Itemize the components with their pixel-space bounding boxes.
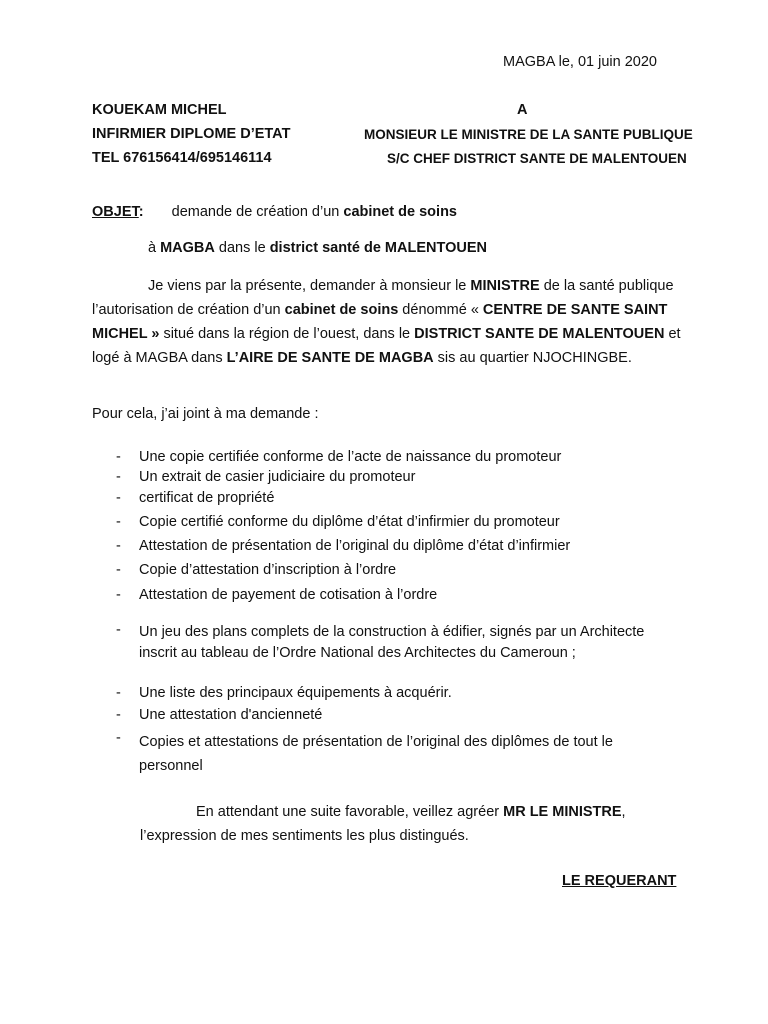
list-item-text: certificat de propriété (139, 490, 275, 506)
objet-line1 (92, 204, 457, 220)
bullet-dash: - (116, 685, 121, 701)
list-item-text: Une liste des principaux équipements à acquérir. (139, 685, 452, 701)
date-place: MAGBA le, 0 (503, 54, 587, 70)
bullet-dash: - (116, 469, 121, 485)
list-item-text: Copie d’attestation d’inscription à l’ordre (139, 562, 397, 578)
intro-text-5: dénommé « (398, 302, 483, 318)
objet-colon: : (138, 204, 144, 220)
list-item-text: Copies et attestations de présentation de l’original des diplômes de tout le personnel (139, 734, 613, 774)
intro-text-1: Je viens par la présente, demander à monsieur le (148, 278, 471, 294)
bullet-dash: - (116, 562, 121, 578)
intro-text-3: de la santé publique l’autorisation de création d’un (92, 278, 674, 318)
sender-name: KOUEKAM MICHEL (92, 102, 227, 118)
closing-text-3: , l’expression de mes sentiments les plus distingués. (140, 804, 626, 844)
list-item-text: Un extrait de casier judiciaire du promoteur (139, 469, 416, 485)
date-day: 1 (586, 54, 595, 70)
closing-text-1: En attendant une suite favorable, veillez agréer (196, 804, 504, 820)
objet-text-2b: MAGBA (160, 240, 215, 256)
date-year: 2020 (620, 54, 657, 70)
intro-text-8: DISTRICT SANTE DE MALENTOUEN (414, 326, 665, 342)
objet-text-1a: demande de création d’un (171, 204, 344, 220)
signature-label: LE REQUERANT (562, 873, 677, 889)
joint-line: Pour cela, j’ai joint à ma demande : (92, 406, 319, 422)
objet-text-1b: cabinet de soins (343, 204, 457, 220)
intro-paragraph (92, 274, 682, 370)
sender-title: INFIRMIER DIPLOME D’ETAT (92, 126, 291, 142)
intro-text-4: cabinet de soins (284, 302, 399, 318)
bullet-dash: - (116, 587, 121, 603)
bullet-dash: - (116, 449, 121, 465)
bullet-dash: - (116, 538, 121, 554)
objet-text-2d: district santé de MALENTOUEN (269, 240, 487, 256)
objet-text-2a: à (148, 240, 161, 256)
objet-label: OBJET (92, 204, 139, 220)
closing-text-2: MR LE MINISTRE (503, 804, 622, 820)
list-item-text: Copie certifié conforme du diplôme d’état d’infirmier du promoteur (139, 514, 560, 530)
date-line (503, 54, 657, 70)
intro-text-6: CENTRE DE SANTE SAINT MICHEL » (92, 302, 668, 342)
intro-text-2: MINISTRE (470, 278, 540, 294)
recipient-line2: S/C CHEF DISTRICT SANTE DE MALENTOUEN (387, 151, 687, 166)
closing-paragraph (140, 800, 685, 848)
recipient-line1: MONSIEUR LE MINISTRE DE LA SANTE PUBLIQUE (364, 127, 693, 142)
date-month: juin (594, 54, 621, 70)
intro-text-11: sis au quartier NJOCHINGBE. (433, 350, 632, 366)
bullet-dash: - (116, 514, 121, 530)
objet-line2 (148, 240, 487, 256)
list-item-text: Attestation de payement de cotisation à l’ordre (139, 587, 438, 603)
recipient-to: A (517, 102, 528, 118)
sender-tel: TEL 676156414/695146114 (92, 150, 272, 166)
list-item-text: Une attestation d'ancienneté (139, 707, 323, 723)
list-item-text: Une copie certifiée conforme de l’acte de naissance du promoteur (139, 449, 562, 465)
intro-text-9: et logé à MAGBA dans (92, 326, 681, 366)
bullet-dash: - (116, 730, 121, 746)
bullet-dash: - (116, 490, 121, 506)
list-item-text: Un jeu des plans complets de la construction à édifier, signés par un Architecte inscrit au tableau de l’Ordre National des Architectes du Cameroun ; (139, 624, 645, 661)
list-item-text: Attestation de présentation de l’original du diplôme d’état d’infirmier (139, 538, 571, 554)
intro-text-10: L’AIRE DE SANTE DE MAGBA (226, 350, 434, 366)
bullet-dash: - (116, 707, 121, 723)
intro-text-7: situé dans la région de l’ouest, dans le (159, 326, 415, 342)
objet-text-2c: dans le (214, 240, 270, 256)
bullet-dash: - (116, 622, 121, 638)
